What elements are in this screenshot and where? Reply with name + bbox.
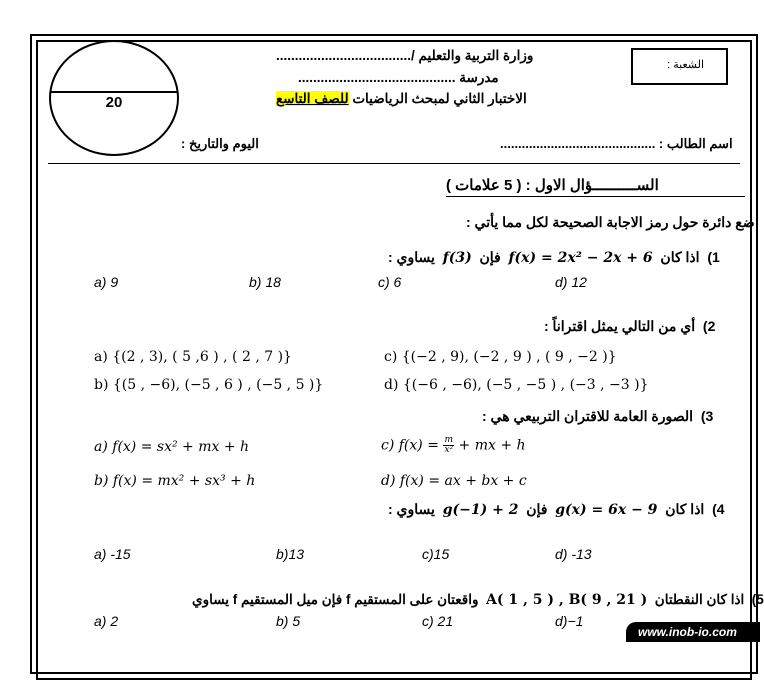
- section-label: الشعبة :: [667, 59, 704, 71]
- q5-text-a: اذا كان النقطتان: [654, 592, 745, 607]
- q4-formula-b: g(−1) + 2: [442, 502, 519, 518]
- exam-title: [276, 91, 527, 107]
- q5-option-d[interactable]: d)−1: [555, 613, 584, 629]
- q4-number: 4): [712, 501, 725, 517]
- q2-number: 2): [702, 318, 716, 334]
- section1-underline: [446, 196, 745, 197]
- q1-formula: f(x) = 2x² − 2x + 6: [508, 250, 653, 266]
- q2-option-b[interactable]: b) {(5 , −6), (−5 , 6 ) , (−5 , 5 )}: [94, 377, 324, 393]
- q3-number: 3): [700, 408, 714, 424]
- q5-option-a[interactable]: a) 2: [94, 613, 119, 629]
- q3-option-a[interactable]: a) f(x) = sx² + mx + h: [94, 439, 250, 455]
- q1-option-c[interactable]: c) 6: [378, 274, 402, 290]
- score-divider: [51, 91, 177, 93]
- school-line: مدرسة ..........................................: [298, 70, 499, 85]
- q1-formula-b: f(3): [442, 250, 472, 266]
- header-separator: [48, 163, 740, 164]
- q4-option-c[interactable]: c)15: [422, 546, 450, 562]
- q3-option-c[interactable]: [381, 436, 526, 455]
- q5-option-b[interactable]: b) 5: [276, 613, 301, 629]
- question-3: [482, 408, 713, 425]
- q5-points: A( 1 , 5 ) , B( 9 , 21 ): [486, 592, 648, 608]
- q4-formula: g(x) = 6x − 9: [555, 502, 658, 518]
- section1-marks: ( 5 علامات ): [446, 177, 522, 194]
- total-score: 20: [105, 94, 123, 111]
- q1-option-b[interactable]: b) 18: [249, 274, 281, 290]
- q4-option-d[interactable]: d) -13: [555, 546, 592, 562]
- q1-text-c: يساوي :: [388, 249, 435, 265]
- q4-text-a: اذا كان: [665, 501, 705, 517]
- section-box[interactable]: [631, 48, 728, 85]
- day-date-field[interactable]: اليوم والتاريخ :: [181, 136, 259, 151]
- q5-number: 5): [751, 592, 764, 607]
- question-1: [388, 249, 720, 266]
- question-2: [544, 318, 715, 335]
- instruction: ضع دائرة حول رمز الاجابة الصحيحة لكل مما يأتي :: [466, 214, 755, 230]
- q4-text-b: فإن: [526, 501, 548, 517]
- q3-frac-numerator: m: [444, 435, 453, 445]
- q3-option-c-tail: + mx + h: [454, 437, 526, 454]
- question-5: [192, 592, 764, 608]
- question-4: [388, 501, 725, 518]
- q3-option-d[interactable]: d) f(x) = ax + bx + c: [381, 473, 527, 489]
- section1-title-start: السـ: [632, 177, 659, 194]
- q1-number: 1): [707, 249, 720, 265]
- q2-text: أي من التالي يمثل اقتراناً :: [544, 318, 696, 334]
- q3-text: الصورة العامة للاقتران التربيعي هي :: [482, 408, 694, 424]
- q2-option-c[interactable]: c) {(−2 , 9), (−2 , 9 ) , ( 9 , −2 )}: [384, 349, 617, 365]
- q3-frac-denominator: x²: [444, 445, 454, 455]
- q5-text-b: واقعتان على المستقيم f فإن ميل المستقيم f يساوي: [192, 592, 479, 607]
- q3-option-c-fraction: [443, 436, 454, 455]
- q4-text-c: يساوي :: [388, 501, 435, 517]
- section1-title: [446, 176, 659, 194]
- section1-title-rest: ـــــــــؤال الاول :: [521, 177, 633, 194]
- q1-text-b: فإن: [479, 249, 501, 265]
- exam-title-prefix: الاختبار الثاني لمبحث الرياضيات: [348, 91, 527, 106]
- watermark-badge: [626, 622, 760, 642]
- watermark-text: www.inob-io.com: [638, 625, 737, 639]
- q1-option-a[interactable]: a) 9: [94, 274, 119, 290]
- ministry-line: وزارة التربية والتعليم /....................................: [276, 48, 534, 63]
- q2-option-d[interactable]: d) {(−6 , −6), (−5 , −5 ) , (−3 , −3 )}: [384, 377, 649, 393]
- student-name-field[interactable]: اسم الطالب : ...........................................: [500, 136, 733, 151]
- q5-option-c[interactable]: c) 21: [422, 613, 454, 629]
- q3-option-b[interactable]: b) f(x) = mx² + sx³ + h: [94, 473, 256, 489]
- q1-text-a: اذا كان: [660, 249, 700, 265]
- q2-option-a[interactable]: a) {(2 , 3), ( 5 ,6 ) , ( 2 , 7 )}: [94, 349, 292, 365]
- score-oval: [49, 40, 179, 156]
- q3-option-c-head: c) f(x) =: [381, 437, 444, 454]
- q4-option-b[interactable]: b)13: [276, 546, 305, 562]
- q1-option-d[interactable]: d) 12: [555, 274, 587, 290]
- q4-option-a[interactable]: a) -15: [94, 546, 131, 562]
- exam-grade: للصف التاسع: [276, 91, 349, 106]
